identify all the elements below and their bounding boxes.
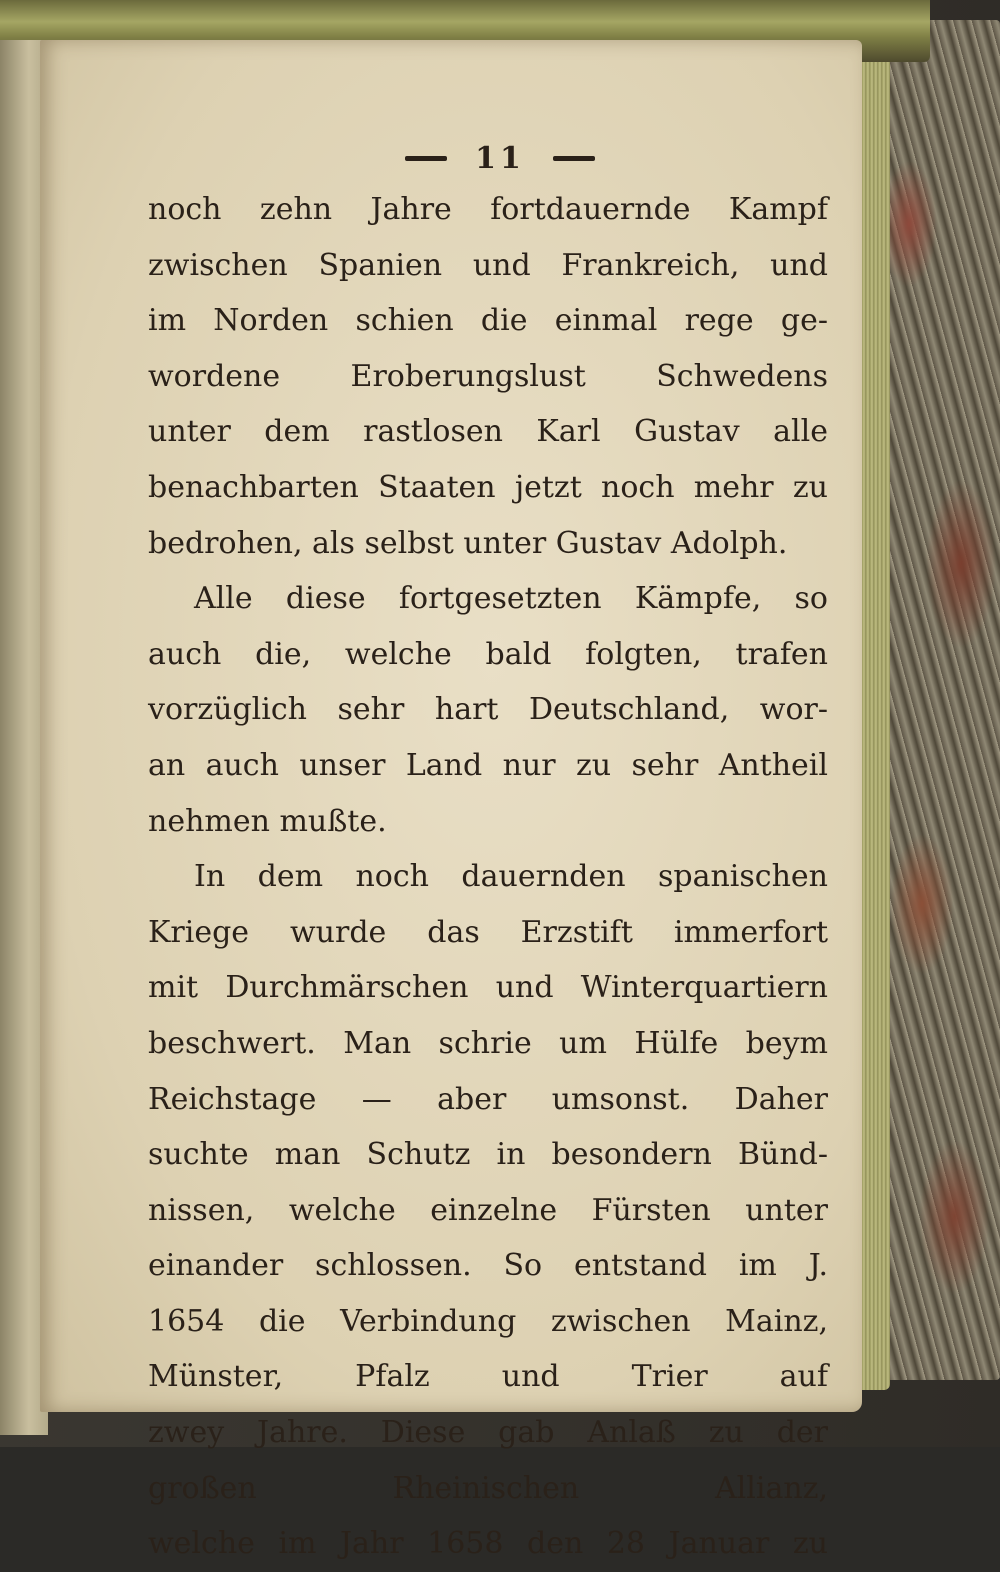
text-line: noch zehn Jahre fortdauernde Kampf	[148, 192, 828, 227]
text-line: beschwert. Man schrie um Hülfe beym	[148, 1025, 828, 1061]
text-line: Alle diese fortgesetzten Kämpfe, so	[194, 581, 828, 617]
header-dash-right	[553, 156, 595, 161]
text-line: an auch unser Land nur zu sehr Antheil	[148, 747, 828, 783]
text-line: Kriege wurde das Erzstift immerfort	[148, 914, 828, 950]
text-line: In dem noch dauernden spanischen	[194, 859, 828, 895]
text-line: mit Durchmärschen und Winterquartiern	[148, 970, 828, 1006]
text-line: wordene Eroberungslust Schwedens	[148, 358, 828, 394]
text-line: unter dem rastlosen Karl Gustav alle	[148, 414, 828, 450]
text-line: suchte man Schutz in besondern Bünd-	[148, 1137, 828, 1173]
page-header	[385, 138, 615, 178]
text-line: benachbarten Staaten jetzt noch mehr zu	[148, 469, 828, 505]
text-line: vorzüglich sehr hart Deutschland, wor-	[148, 692, 828, 728]
text-line: auch die, welche bald folgten, trafen	[148, 636, 828, 672]
text-line: Reichstage — aber umsonst. Daher	[148, 1081, 828, 1117]
text-line: zwischen Spanien und Frankreich, und	[148, 247, 828, 283]
text-line: nehmen mußte.	[148, 803, 387, 839]
page-number: 11	[475, 140, 525, 176]
text-line: welche im Jahr 1658 den 28 Januar zu	[148, 1526, 828, 1562]
text-line: großen Rheinischen Allianz,	[148, 1470, 828, 1506]
text-line: nissen, welche einzelne Fürsten unter	[148, 1192, 828, 1228]
text-line: 1654 die Verbindung zwischen Mainz,	[148, 1303, 828, 1339]
text-line: Münster, Pfalz und Trier auf	[148, 1359, 828, 1395]
text-line: einander schlossen. So entstand im J.	[148, 1248, 828, 1284]
text-line: zwey Jahre. Diese gab Anlaß zu der	[148, 1415, 828, 1451]
header-dash-left	[405, 156, 447, 161]
text-line: bedrohen, als selbst unter Gustav Adolph.	[148, 525, 788, 561]
text-line: im Norden schien die einmal rege ge-	[148, 303, 828, 339]
body-text	[148, 182, 828, 1572]
